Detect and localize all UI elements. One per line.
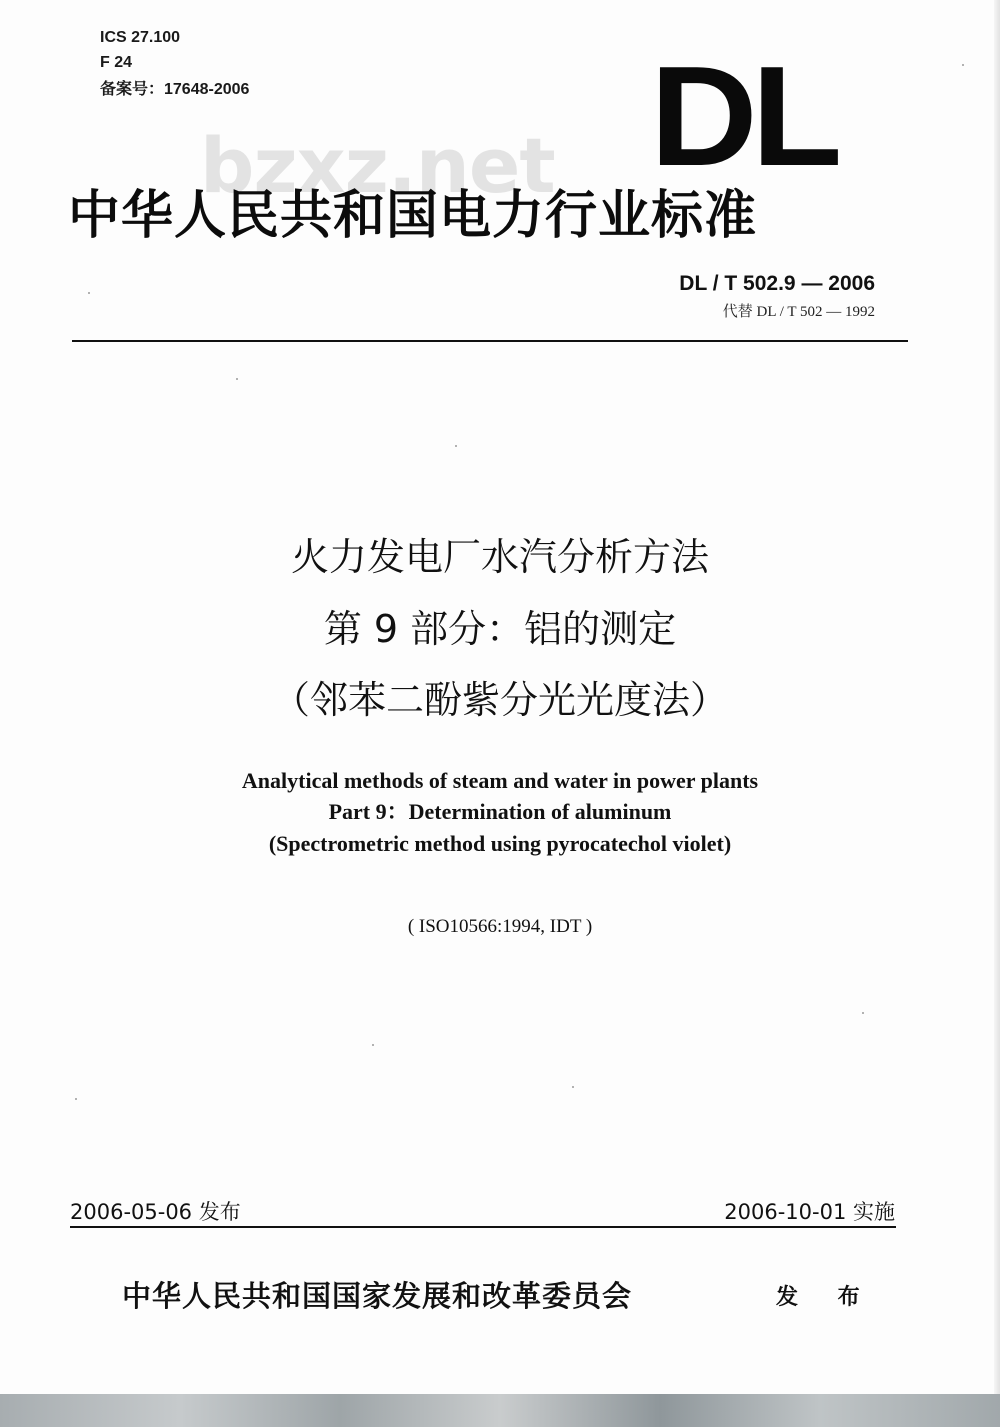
iso-reference: ( ISO10566:1994, IDT ) [407,916,593,937]
title-en-line1: Analytical methods of steam and water in power plants [241,768,759,793]
title-cn-line1: 火力发电厂水汽分析方法 [290,535,709,579]
issue-label: 发 布 [776,1285,876,1310]
standard-number: DL / T 502.9 — 2006 [679,272,875,295]
footer-divider [70,1226,896,1228]
title-cn-line2: 第 9 部分：铝的测定 [323,607,677,651]
effective-date: 2006-10-01 实施 [724,1200,895,1224]
scan-speck [75,1098,77,1100]
title-en-line3: (Spectrometric method using pyrocatechol violet) [268,831,732,856]
scan-speck [372,1044,374,1046]
replaces-standard: 代替 DL / T 502 — 1992 [722,304,875,320]
record-number: 备案号：17648-2006 [100,81,250,98]
scan-speck [962,64,964,66]
page-edge-shadow [994,0,1000,1394]
title-en-line2: Part 9：Determination of aluminum [328,799,672,824]
ics-code: ICS 27.100 [100,29,181,46]
organization-title: 中华人民共和国电力行业标准 [68,186,758,246]
publish-date: 2006-05-06 发布 [70,1200,241,1224]
scan-speck [572,1086,574,1088]
watermark: bzxz.net [200,121,555,210]
classification-code: F 24 [100,54,133,71]
header-divider [72,340,908,342]
scan-speck [236,378,238,380]
dl-logo: DL [650,37,837,196]
title-cn-line3: （邻苯二酚紫分光光度法） [271,678,728,722]
scan-speck [862,1012,864,1014]
scan-bottom-strip [0,1394,1000,1427]
scan-speck [88,292,90,294]
scan-speck [455,445,457,447]
issuing-authority: 中华人民共和国国家发展和改革委员会 [122,1279,633,1313]
